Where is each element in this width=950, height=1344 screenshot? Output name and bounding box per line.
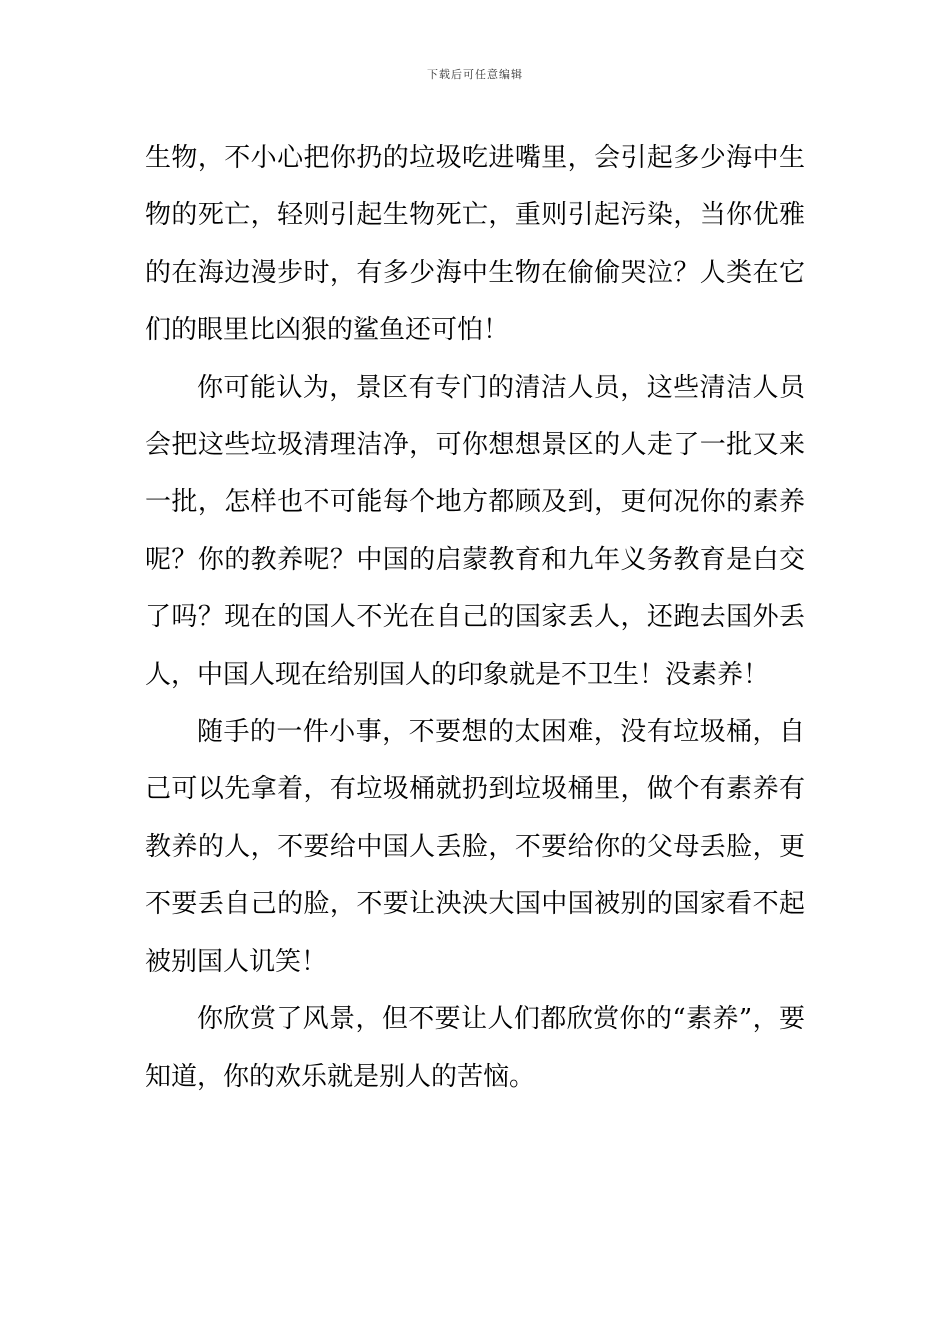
header-note: 下载后可任意编辑 bbox=[427, 68, 523, 81]
paragraph-4: 你欣赏了风景，但不要让人们都欣赏你的“素养”，要知道，你的欢乐就是别人的苦恼。 bbox=[145, 1004, 805, 1092]
paragraph-3: 随手的一件小事，不要想的太困难，没有垃圾桶，自己可以先拿着，有垃圾桶就扔到垃圾桶里，做个有素养有教养的人，不要给中国人丢脸，不要给你的父母丢脸，更不要丢自己的脸，不要让泱泱大国中国被别的国家看不起被别国人讥笑！ bbox=[145, 717, 805, 977]
paragraph-2: 你可能认为，景区有专门的清洁人员，这些清洁人员会把这些垃圾清理洁净，可你想想景区的人走了一批又来一批，怎样也不可能每个地方都顾及到，更何况你的素养呢？你的教养呢？中国的启蒙教育和九年义务教育是白交了吗？现在的国人不光在自己的国家丢人，还跑去国外丢人，中国人现在给别国人的印象就是不卫生！没素养！ bbox=[145, 372, 805, 690]
document-body bbox=[145, 130, 805, 1106]
paragraph-1: 生物，不小心把你扔的垃圾吃进嘴里，会引起多少海中生物的死亡，轻则引起生物死亡，重则引起污染，当你优雅的在海边漫步时，有多少海中生物在偷偷哭泣？人类在它们的眼里比凶狠的鲨鱼还可怕！ bbox=[145, 143, 805, 346]
